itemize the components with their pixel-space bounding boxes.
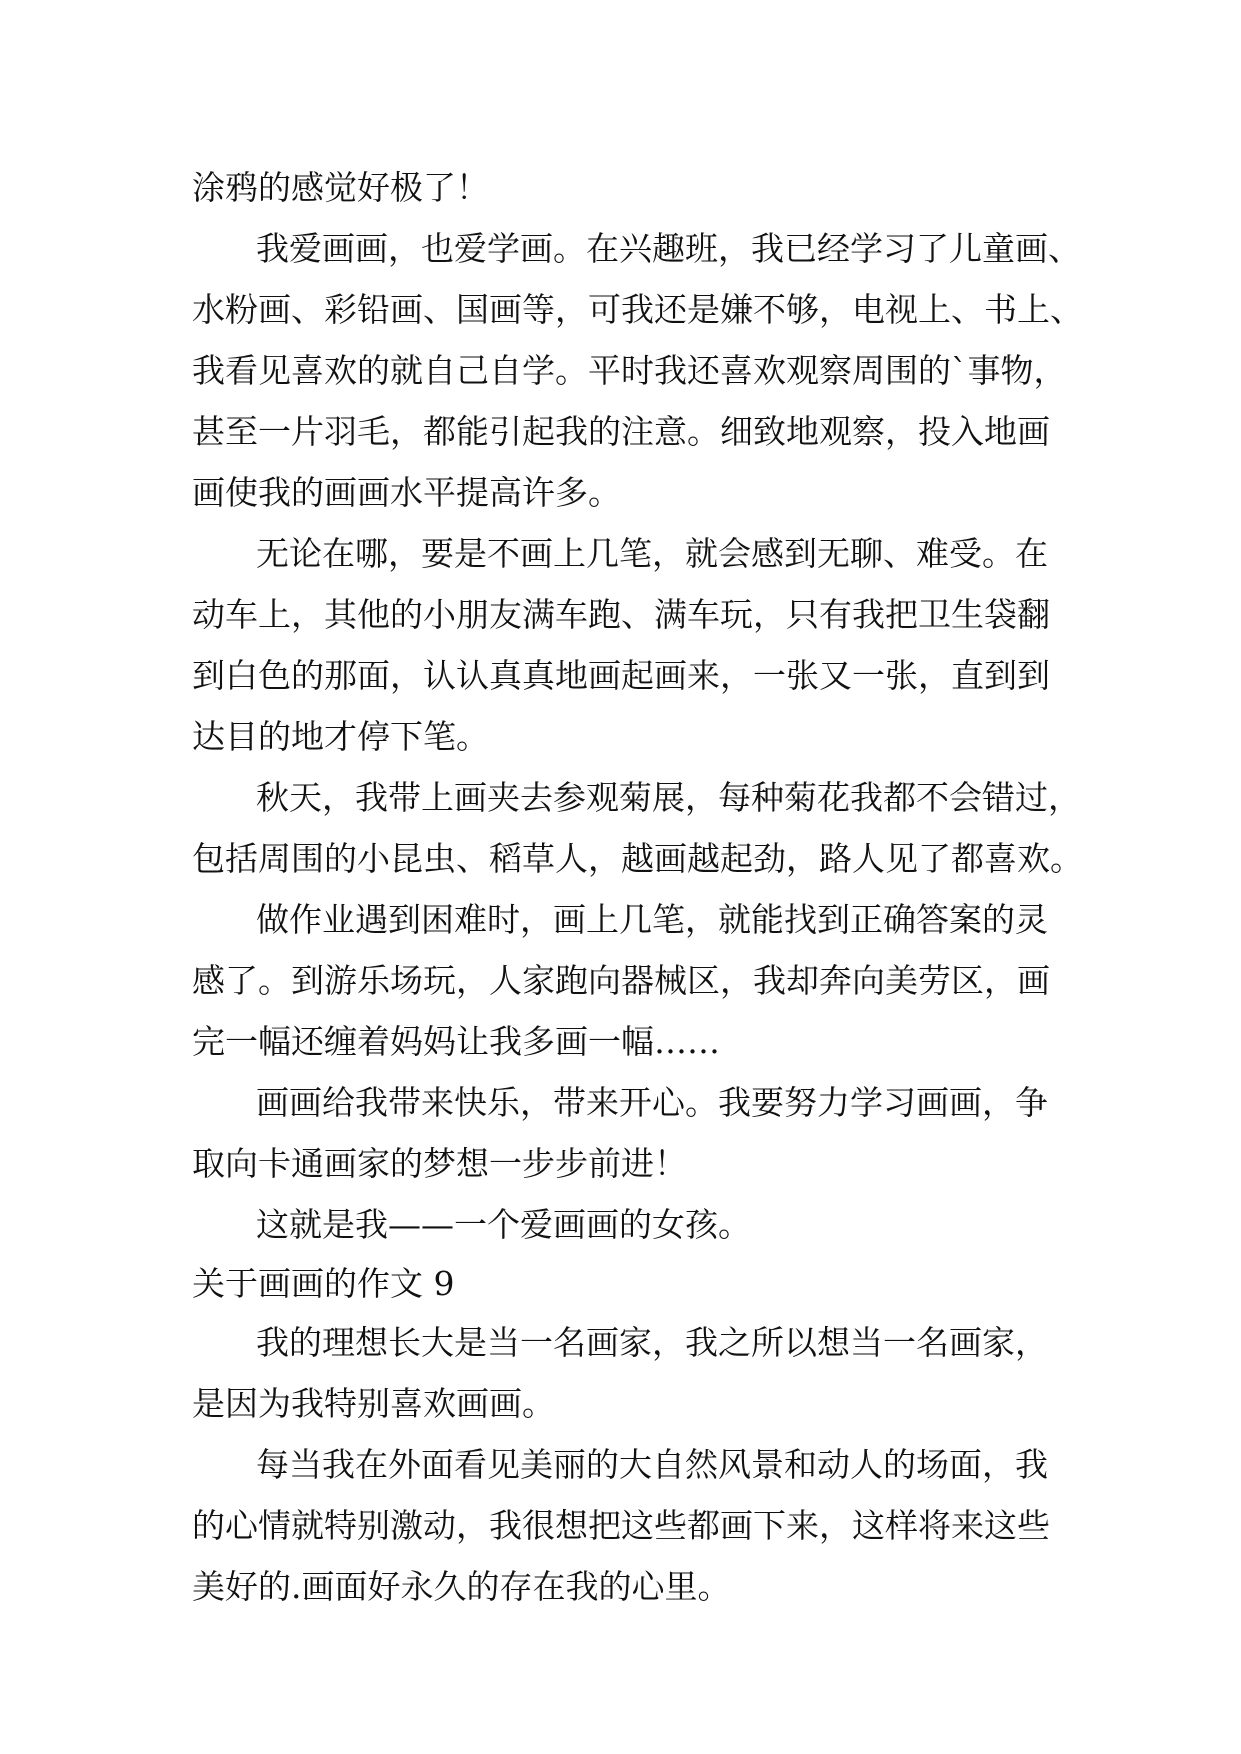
- text-line: 是因为我特别喜欢画画。: [192, 1384, 555, 1423]
- section-heading: 关于画画的作文 9: [192, 1264, 455, 1303]
- text-line: 动车上，其他的小朋友满车跑、满车玩，只有我把卫生袋翻: [192, 595, 1050, 634]
- text-line: 包括周围的小昆虫、稻草人，越画越起劲，路人见了都喜欢。: [192, 839, 1083, 878]
- text-line: 我爱画画，也爱学画。在兴趣班，我已经学习了儿童画、: [256, 229, 1081, 268]
- text-line: 画画给我带来快乐，带来开心。我要努力学习画画，争: [256, 1083, 1048, 1122]
- text-line: 取向卡通画家的梦想一步步前进！: [192, 1144, 687, 1183]
- text-line: 美好的.画面好永久的存在我的心里。: [192, 1567, 731, 1606]
- text-line: 水粉画、彩铅画、国画等，可我还是嫌不够，电视上、书上、: [192, 290, 1083, 329]
- text-line: 做作业遇到困难时，画上几笔，就能找到正确答案的灵: [256, 900, 1048, 939]
- text-line: 达目的地才停下笔。: [192, 717, 489, 756]
- text-line: 秋天，我带上画夹去参观菊展，每种菊花我都不会错过，: [256, 778, 1081, 817]
- text-line: 甚至一片羽毛，都能引起我的注意。细致地观察，投入地画: [192, 412, 1050, 451]
- text-line: 感了。到游乐场玩，人家跑向器械区，我却奔向美劳区，画: [192, 961, 1050, 1000]
- text-line: 的心情就特别激动，我很想把这些都画下来，这样将来这些: [192, 1506, 1050, 1545]
- text-line: 涂鸦的感觉好极了！: [192, 168, 489, 207]
- text-line: 每当我在外面看见美丽的大自然风景和动人的场面，我: [256, 1445, 1048, 1484]
- text-line: 完一幅还缠着妈妈让我多画一幅……: [192, 1022, 720, 1061]
- text-line: 无论在哪，要是不画上几笔，就会感到无聊、难受。在: [256, 534, 1048, 573]
- text-line: 画使我的画画水平提高许多。: [192, 473, 621, 512]
- text-line: 到白色的那面，认认真真地画起画来，一张又一张，直到到: [192, 656, 1050, 695]
- text-line: 我的理想长大是当一名画家，我之所以想当一名画家，: [256, 1323, 1048, 1362]
- text-line: 我看见喜欢的就自己自学。平时我还喜欢观察周围的`事物，: [192, 351, 1067, 390]
- text-line: 这就是我——一个爱画画的女孩。: [256, 1205, 751, 1244]
